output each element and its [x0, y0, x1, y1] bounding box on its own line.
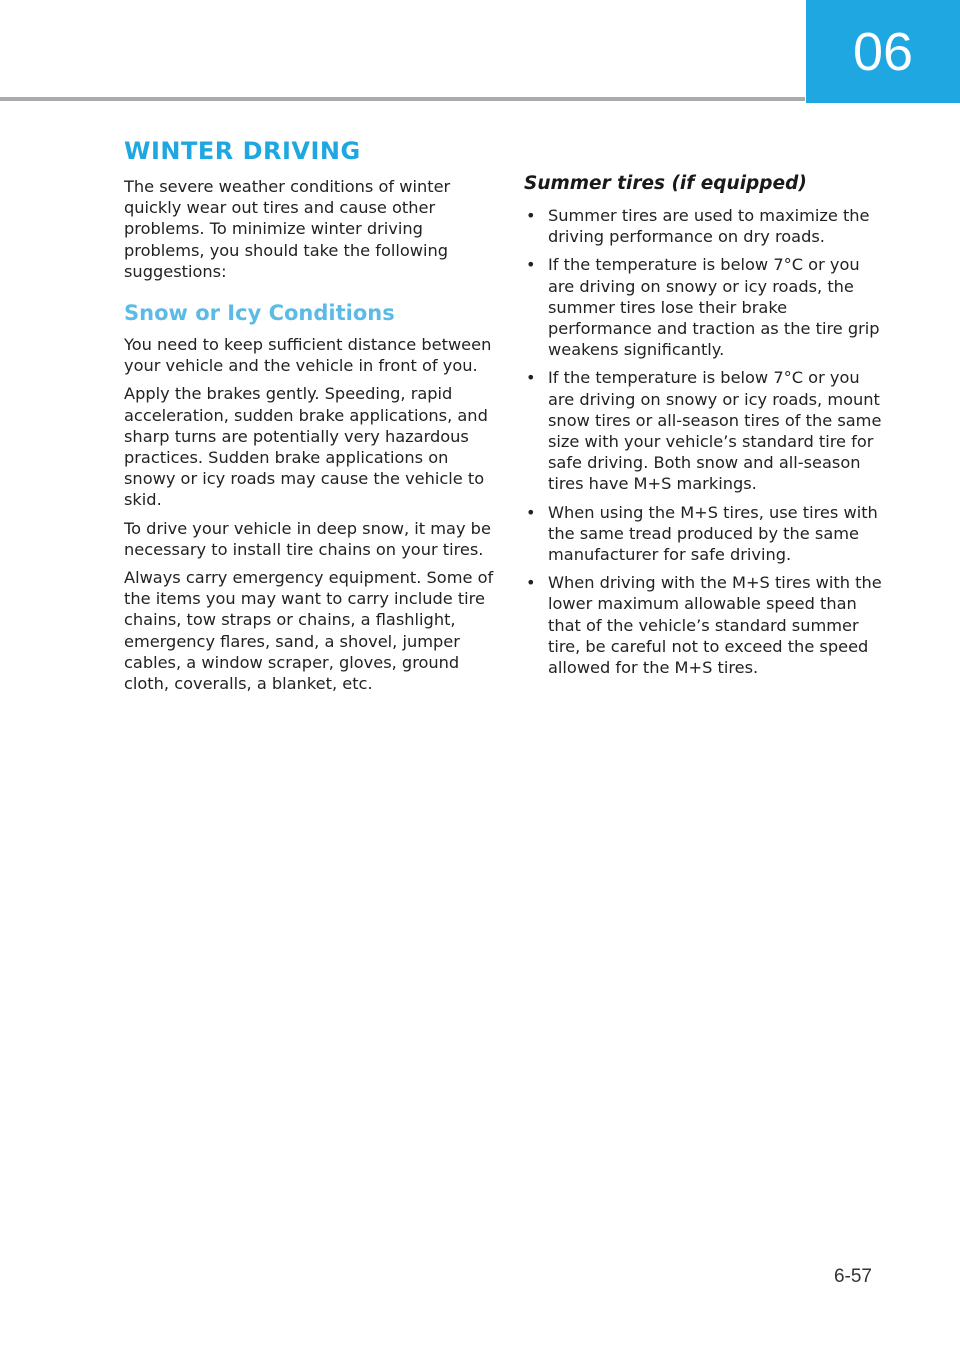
- list-item: [524, 254, 889, 360]
- bullet-icon: •: [526, 502, 536, 522]
- list-item: [524, 367, 889, 494]
- list-item: [524, 502, 889, 566]
- paragraph-brakes: Apply the brakes gently. Speeding, rapid acceleration, sudden brake applications, and sharp turns are potentially very hazardous practices. Sudden brake applications on snowy or icy roads may cause the vehicle to skid.: [124, 384, 488, 510]
- list-item-text: When driving with the M+S tires with the lower maximum allowable speed than that of the vehicle’s standard summer tire, be careful not to exceed the speed allowed for the M+S tires.: [548, 573, 882, 678]
- paragraph-emergency-equipment: Always carry emergency equipment. Some of the items you may want to carry include tire chains, tow straps or chains, a flashlight, emergency flares, sand, a shovel, jumper cables, a window scraper, gloves, ground cloth, coveralls, a blanket, etc.: [124, 568, 494, 694]
- section-title: WINTER DRIVING: [124, 137, 361, 165]
- chapter-tab: [806, 0, 960, 103]
- bullet-icon: •: [526, 368, 536, 388]
- paragraph-deep-snow: To drive your vehicle in deep snow, it may be necessary to install tire chains on your tires.: [124, 518, 491, 559]
- header-rule: [0, 97, 805, 101]
- list-item-text: When using the M+S tires, use tires with the same tread produced by the same manufacturer for safe driving.: [548, 502, 878, 565]
- paragraph-distance: You need to keep sufficient distance between your vehicle and the vehicle in front of you.: [124, 335, 492, 376]
- bullet-icon: •: [526, 573, 536, 593]
- bullet-icon: •: [526, 206, 536, 225]
- chapter-number: 06: [852, 21, 914, 82]
- subsection-title: Snow or Icy Conditions: [124, 301, 395, 326]
- list-item-text: If the temperature is below 7°C or you are driving on snowy or icy roads, mount snow tires or all-season tires of the same size with your vehicle’s standard tire for safe driving. Both snow and all-season tires have M+S markings.: [548, 368, 882, 494]
- list-item: [524, 572, 889, 678]
- left-column: [124, 136, 494, 694]
- list-item-text: If the temperature is below 7°C or you are driving on snowy or icy roads, the summer tires lose their brake performance and traction as the tire grip weakens significantly.: [548, 255, 880, 360]
- right-column: [524, 171, 889, 685]
- bullet-icon: •: [526, 255, 536, 275]
- intro-paragraph: The severe weather conditions of winter quickly wear out tires and cause other problems. To minimize winter driving problems, you should take the following suggestions:: [124, 177, 451, 281]
- list-item-text: Summer tires are used to maximize the driving performance on dry roads.: [548, 206, 870, 247]
- page-number: 6-57: [833, 1266, 872, 1287]
- list-item: [524, 205, 889, 247]
- summer-tires-title: Summer tires (if equipped): [524, 173, 807, 194]
- summer-tires-list: [524, 205, 889, 678]
